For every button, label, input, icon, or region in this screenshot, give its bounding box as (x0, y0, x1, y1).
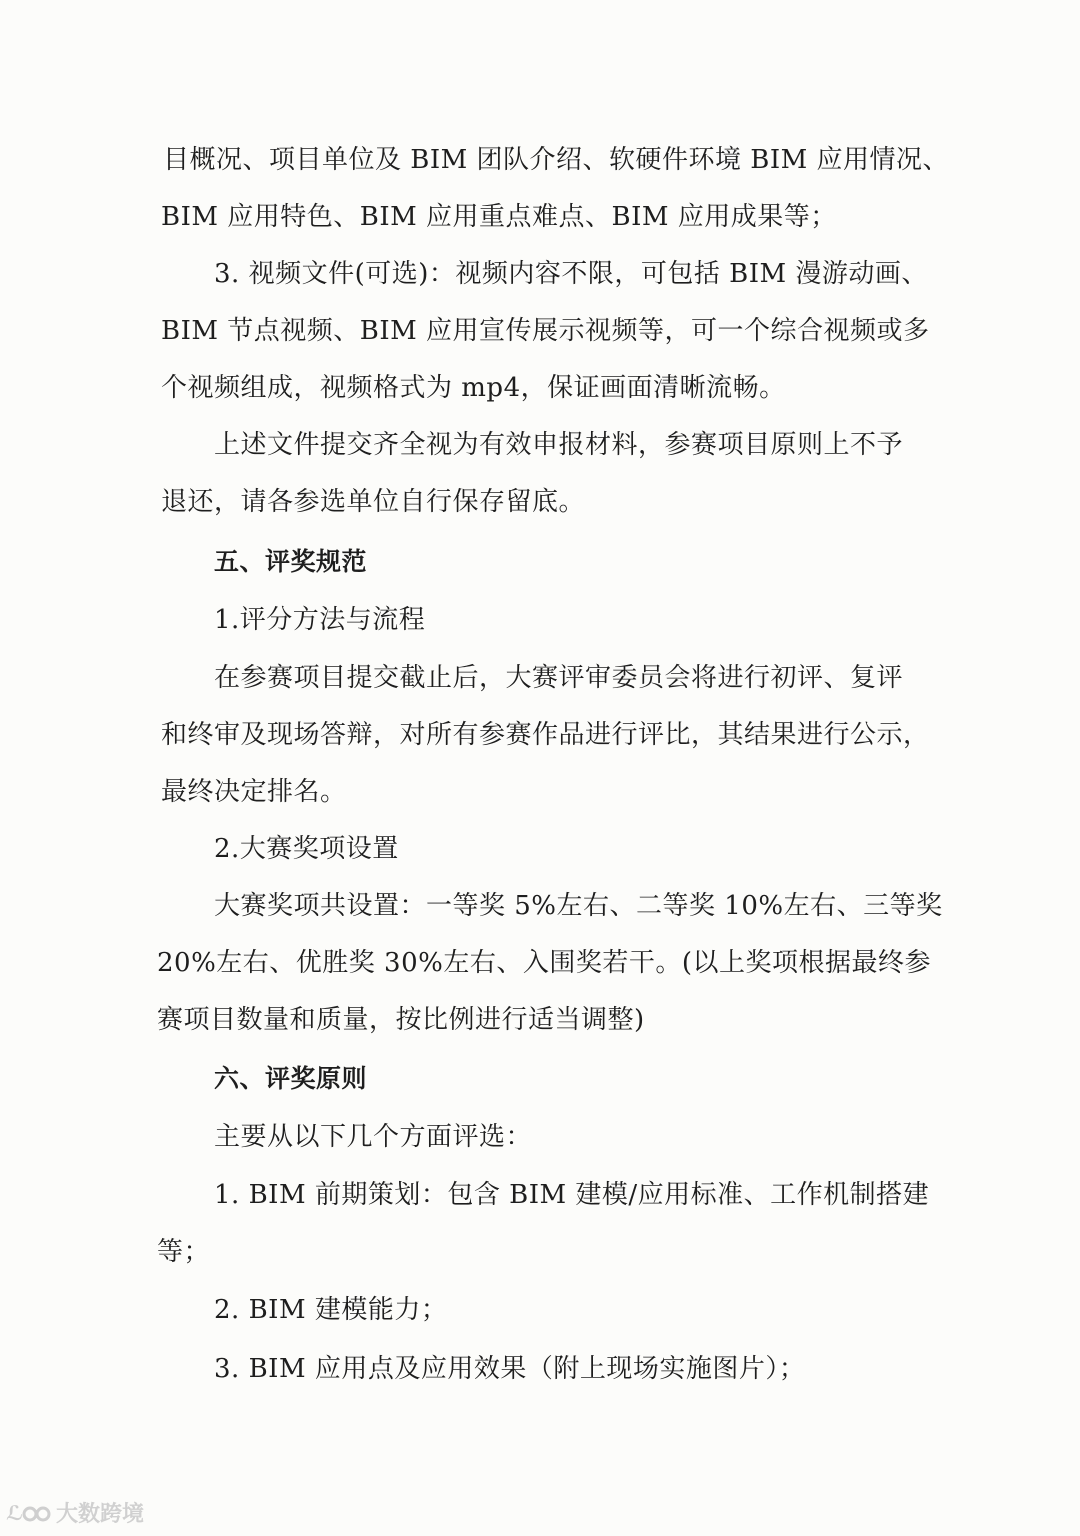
brand-logo-icon (6, 1499, 52, 1527)
section-heading: 六、评奖原则 (214, 1064, 368, 1093)
text-line: 退还，请各参选单位自行保存留底。 (161, 487, 586, 517)
text-line: 目概况、项目单位及 BIM 团队介绍、软硬件环境 BIM 应用情况、 (163, 145, 950, 175)
section-heading: 五、评奖规范 (214, 547, 368, 576)
text-line: 等； (157, 1237, 211, 1267)
text-line: 20%左右、优胜奖 30%左右、入围奖若干。(以上奖项根据最终参 (157, 948, 931, 978)
text-line: 1. BIM 前期策划：包含 BIM 建模/应用标准、工作机制搭建 (214, 1180, 930, 1210)
subsection-title: 2.大赛奖项设置 (214, 834, 399, 864)
text-line: 2. BIM 建模能力； (214, 1295, 448, 1325)
text-line: BIM 节点视频、BIM 应用宣传展示视频等，可一个综合视频或多 (161, 316, 930, 346)
watermark-text: 大数跨境 (56, 1502, 145, 1527)
text-line: 最终决定排名。 (161, 777, 347, 807)
text-line: 大赛奖项共设置：一等奖 5%左右、二等奖 10%左右、三等奖 (214, 891, 943, 921)
text-line: 上述文件提交齐全视为有效申报材料，参赛项目原则上不予 (214, 430, 904, 460)
subsection-title: 1.评分方法与流程 (214, 605, 426, 635)
text-line: 个视频组成，视频格式为 mp4，保证画面清晰流畅。 (161, 373, 786, 403)
svg-text:ℒ: ℒ (6, 1500, 24, 1525)
text-line: BIM 应用特色、BIM 应用重点难点、BIM 应用成果等； (161, 202, 837, 232)
text-line: 3. 视频文件(可选)：视频内容不限，可包括 BIM 漫游动画、 (214, 259, 928, 289)
text-line: 3. BIM 应用点及应用效果（附上现场实施图片）； (214, 1354, 806, 1384)
text-line: 主要从以下几个方面评选： (214, 1122, 533, 1152)
watermark (6, 1497, 144, 1528)
text-line: 和终审及现场答辩，对所有参赛作品进行评比，其结果进行公示， (161, 720, 930, 750)
text-line: 赛项目数量和质量，按比例进行适当调整) (157, 1005, 645, 1035)
text-line: 在参赛项目提交截止后，大赛评审委员会将进行初评、复评 (214, 663, 904, 693)
